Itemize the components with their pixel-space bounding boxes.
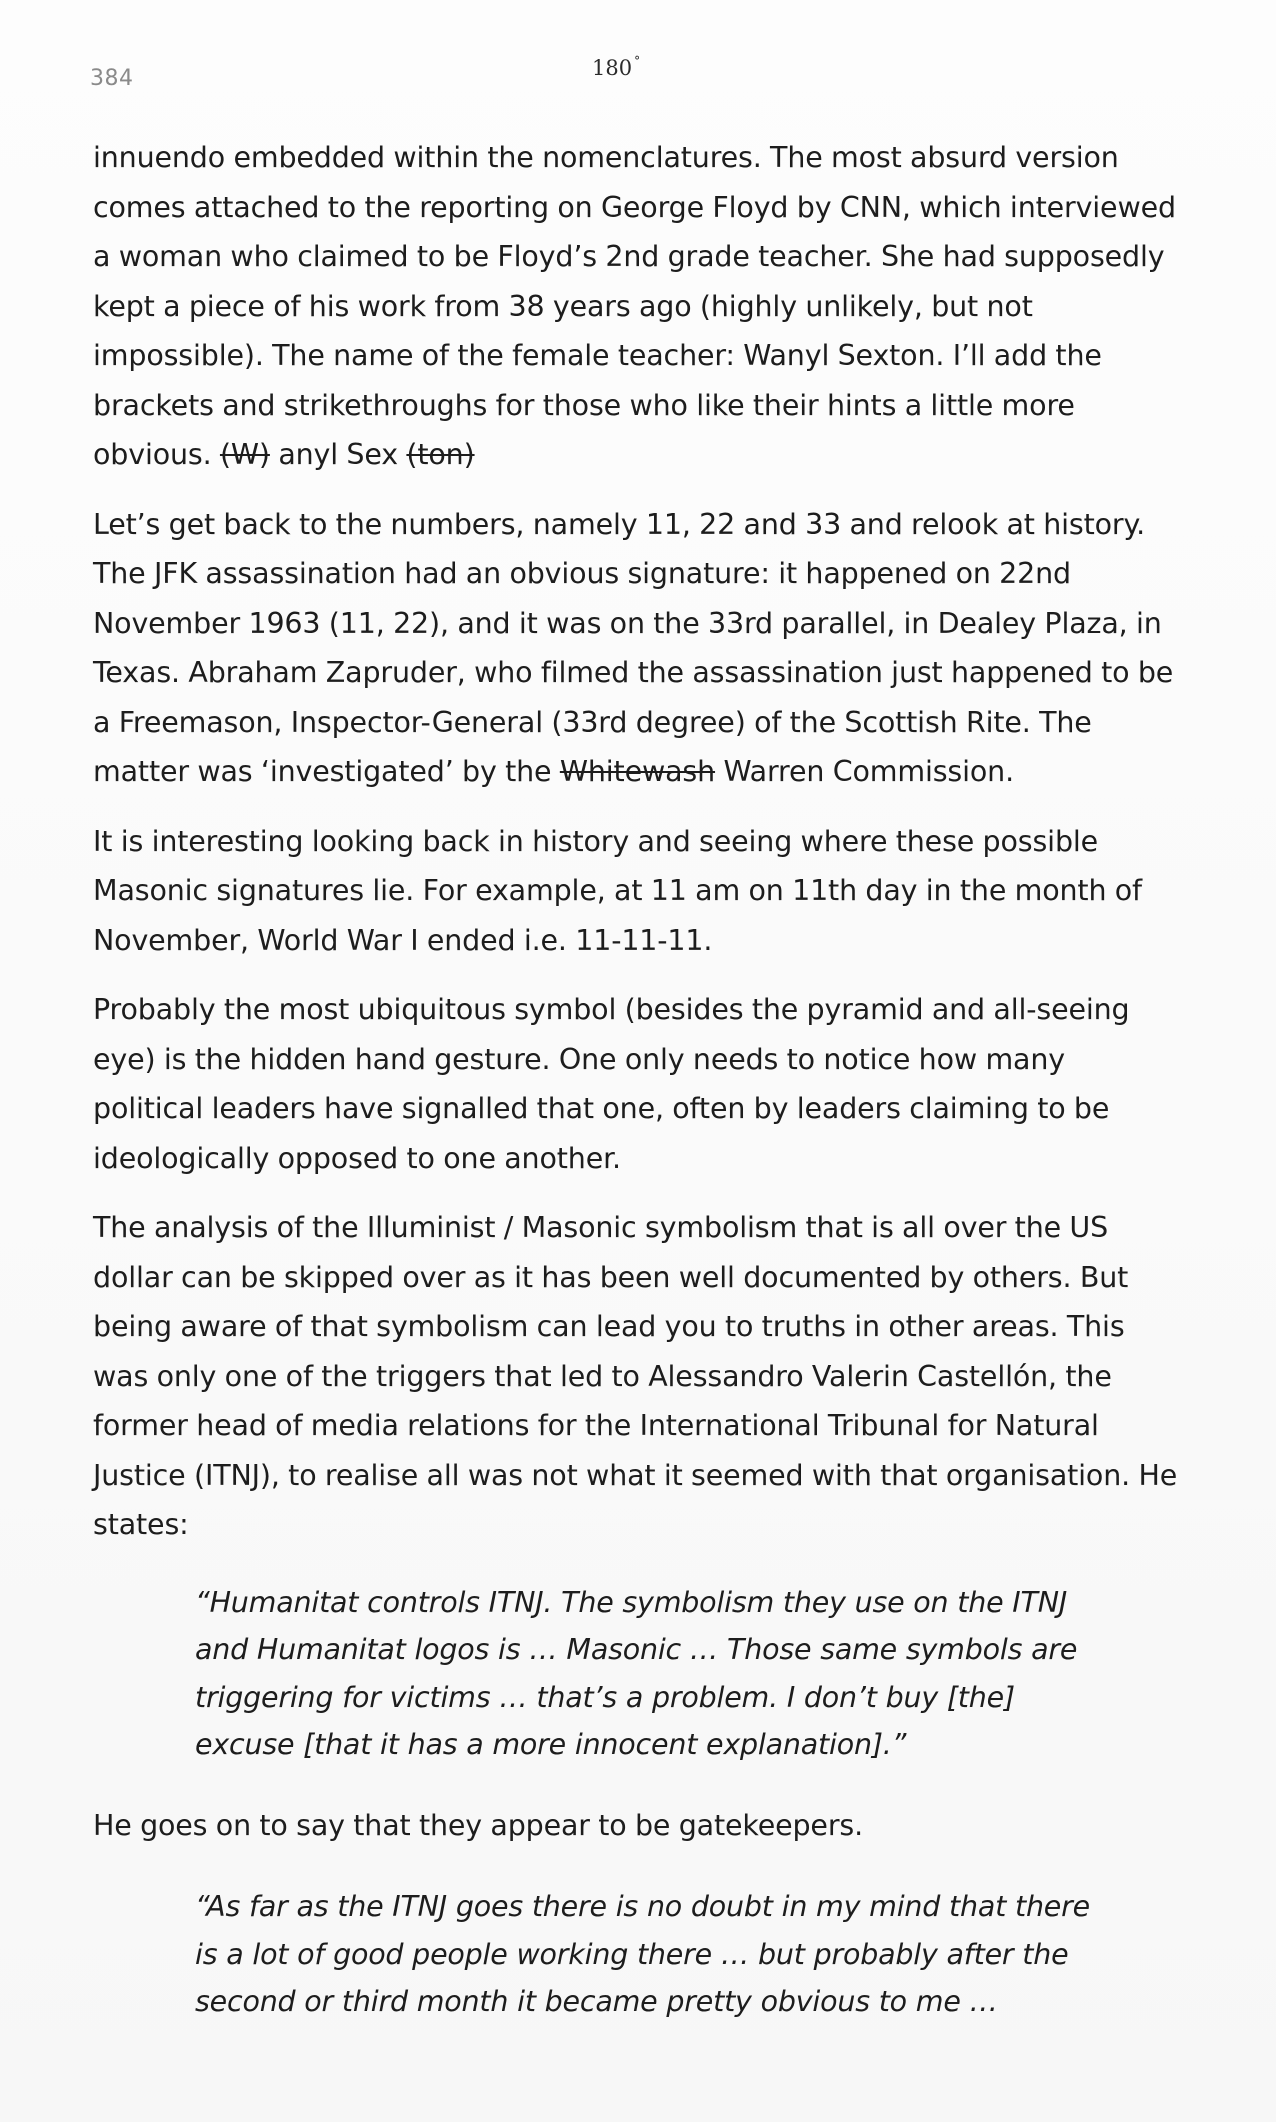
strikethrough-w: (W) [219,438,270,471]
strikethrough-whitewash: Whitewash [559,755,716,788]
body-text [93,133,1183,2026]
paragraph-signatures: It is interesting looking back in history and seeing where these possible Masonic signatures lie. For example, at 11 am on 11th day in the month of November, World War I ended i.e. 11-11-11. [93,824,1142,957]
paragraph-floyd [93,133,1183,480]
strikethrough-ton: (ton) [406,438,475,471]
quote-itnj: “As far as the ITNJ goes there is no doubt in my mind that there is a lot of good people working there … but probably after the second or third month it became pretty obvious to me … [195,1890,1090,2018]
running-head-title: 180 [592,56,633,80]
paragraph-jfk [93,500,1183,797]
running-head [592,56,640,80]
quote-humanitat: “Humanitat controls ITNJ. The symbolism they use on the ITNJ and Humanitat logos is … Masonic … Those same symbols are triggering for victims … that’s a problem. I don’t buy [the] excuse [that it has a more innocent explanation].” [195,1585,1078,1761]
paragraph-jfk-tail: Warren Commission. [715,755,1014,788]
degree-mark: ° [634,54,641,68]
paragraph-hidden-hand: Probably the most ubiquitous symbol (besides the pyramid and all-seeing eye) is the hidden hand gesture. One only needs to notice how many political leaders have signalled that one, often by leaders claiming to be ideologically opposed to one another. [93,993,1130,1175]
paragraph-us-dollar: The analysis of the Illuminist / Masonic symbolism that is all over the US dollar can be skipped over as it has been well documented by others. But being aware of that symbolism can lead you to truths in other areas. This was only one of the triggers that led to Alessandro Valerin Castellón, the former head of media relations for the International Tribunal for Natural Justice (ITNJ), to realise all was not what it seemed with that organisation. He states: [93,1211,1178,1541]
hint-text: anyl Sex [269,438,407,471]
paragraph-floyd-text: innuendo embedded within the nomenclatures. The most absurd version comes attached to the reporting on George Floyd by CNN, which interviewed a woman who claimed to be Floyd’s 2nd grade teacher. She had supposedly kept a piece of his work from 38 years ago (highly unlikely, but not impossible). The name of the female teacher: Wanyl Sexton. I’ll add the brackets and strikethroughs for those who like their hints a little more obvious. [93,141,1176,471]
paragraph-gatekeepers: He goes on to say that they appear to be gatekeepers. [93,1808,863,1842]
paragraph-jfk-text: Let’s get back to the numbers, namely 11, 22 and 33 and relook at history. The JFK assassination had an obvious signature: it happened on 22nd November 1963 (11, 22), and it was on the 33rd parallel, in Dealey Plaza, in Texas. Abraham Zapruder, who filmed the assassination just happened to be a Freemason, Inspector-General (33rd degree) of the Scottish Rite. The matter was ‘investigated’ by the [93,507,1174,788]
page-number: 384 [90,66,134,91]
